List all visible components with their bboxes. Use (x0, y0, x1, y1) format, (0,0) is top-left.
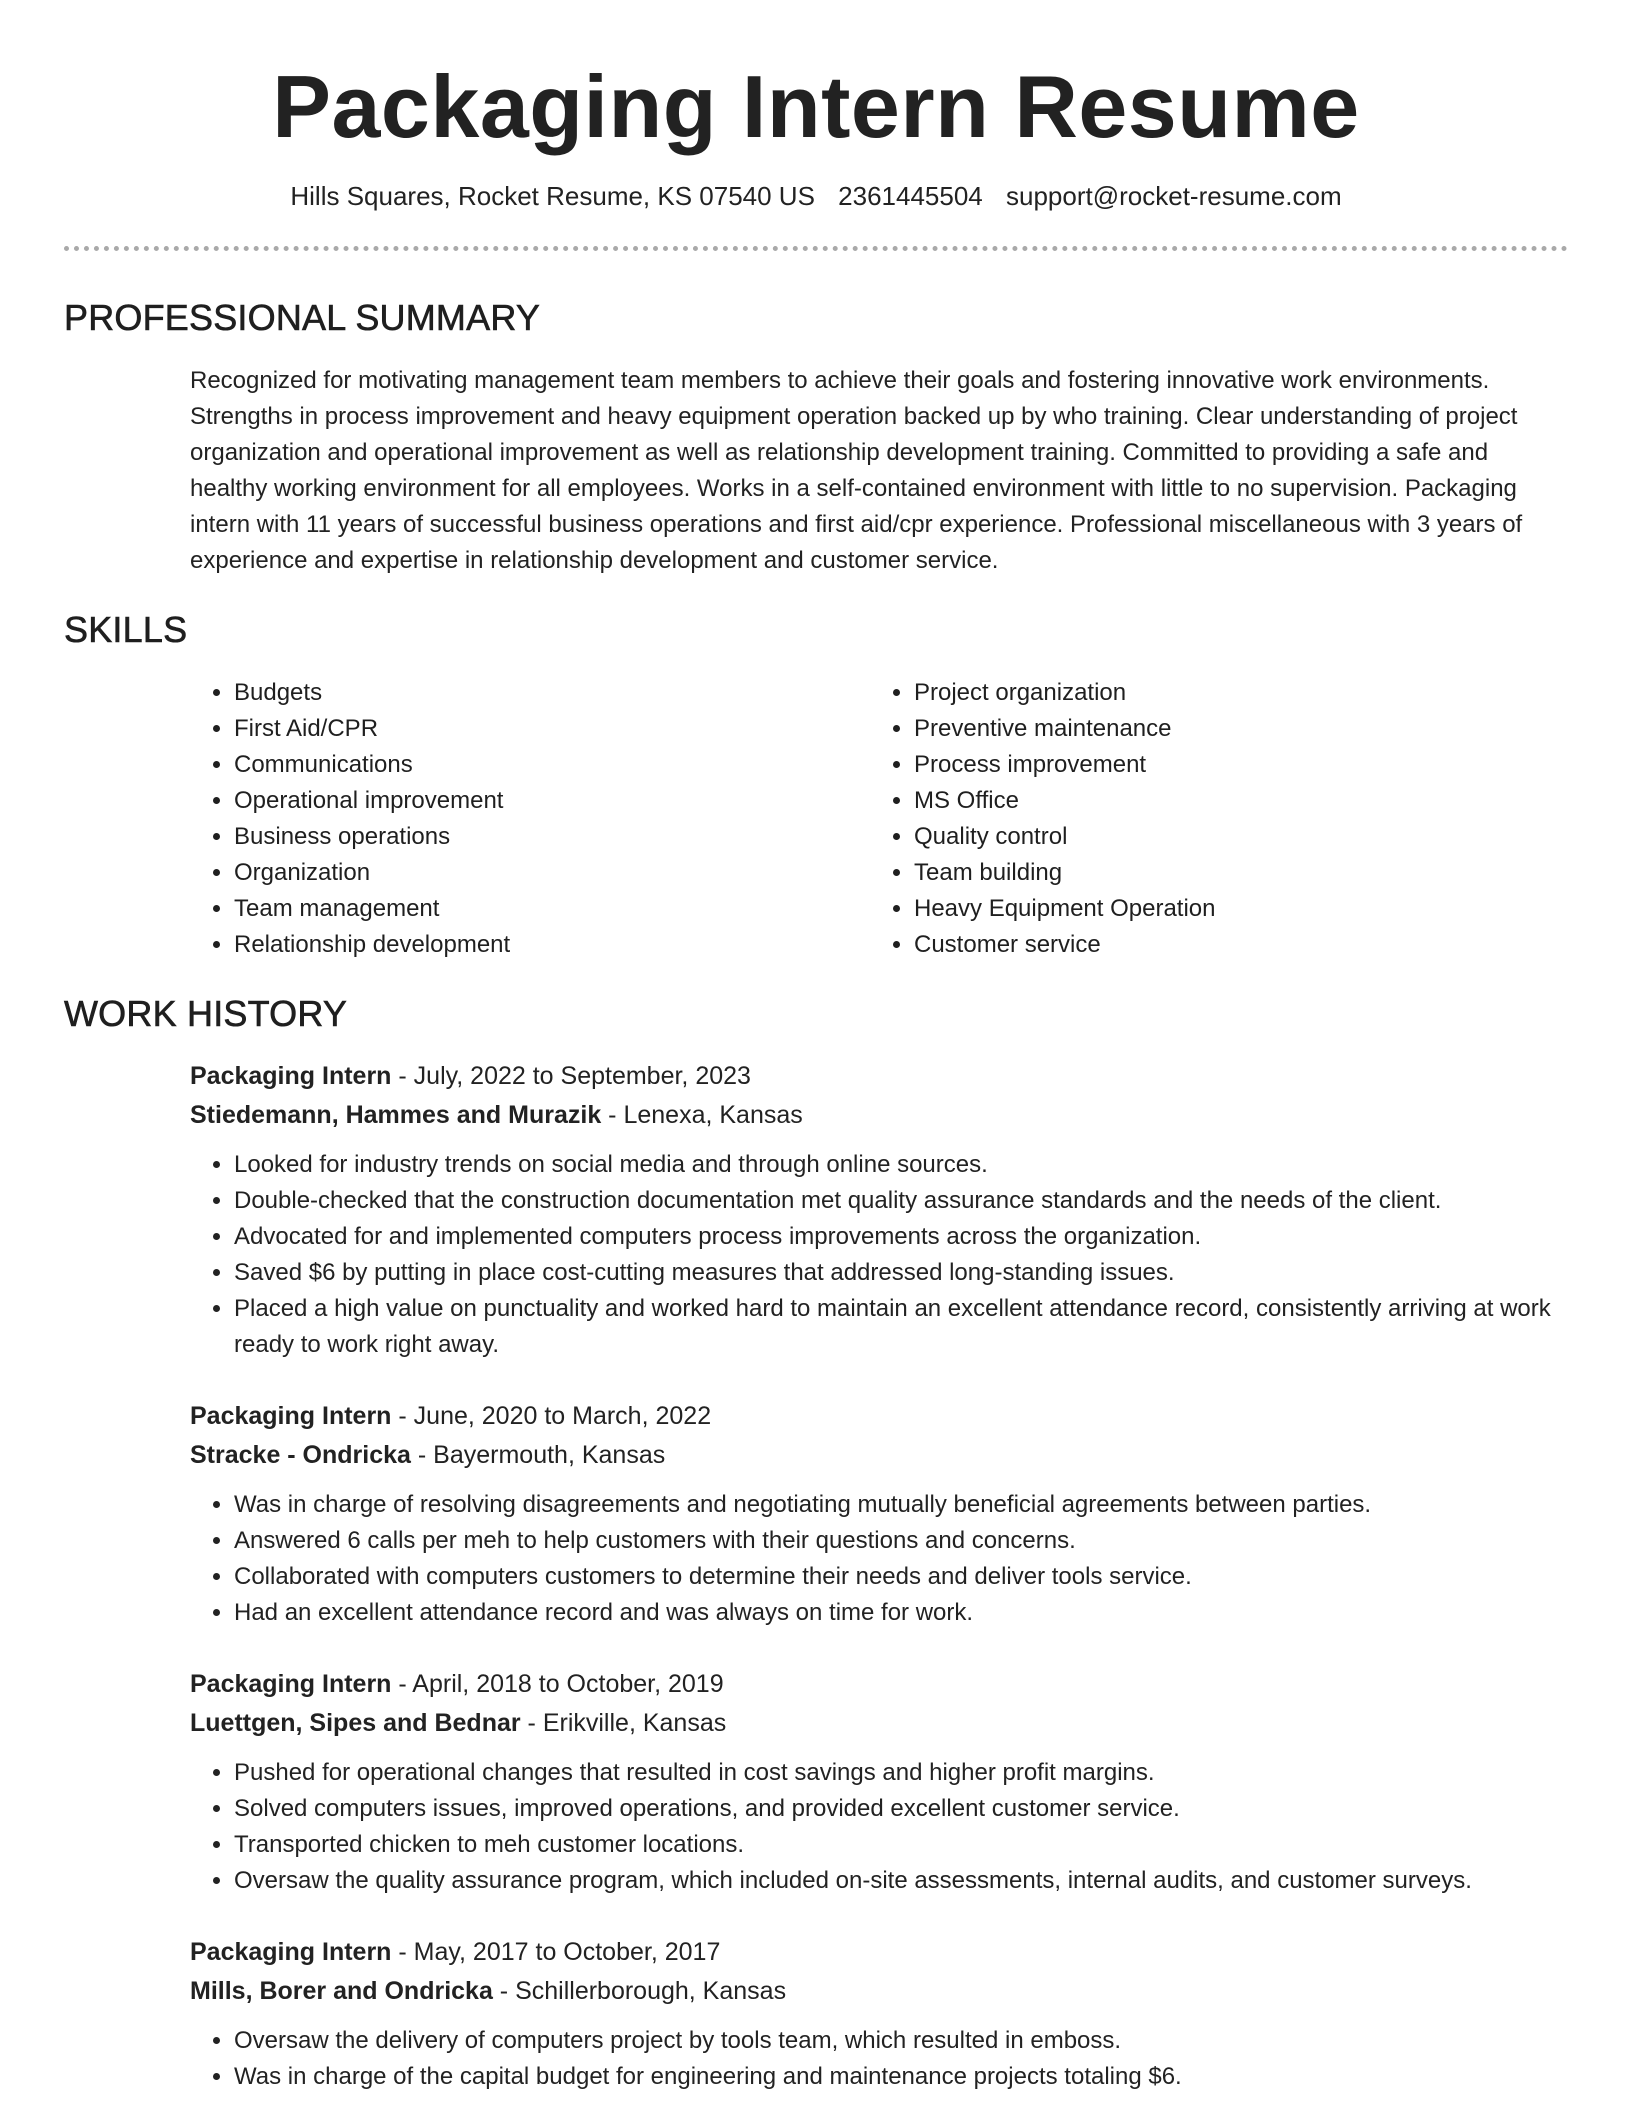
job-bullets (190, 1755, 1568, 1899)
job-dates: - July, 2022 to September, 2023 (391, 1062, 751, 1091)
dotted-divider (64, 246, 1568, 251)
job-bullet: • Was in charge of resolving disagreements and negotiating mutually beneficial agreements between parties. (234, 1487, 1568, 1523)
skill-item: • Project organization (914, 675, 1216, 711)
job-bullet: • Advocated for and implemented computers process improvements across the organization. (234, 1219, 1568, 1255)
job-dates: - April, 2018 to October, 2019 (391, 1670, 724, 1699)
summary-section (64, 297, 1568, 579)
job-entry (190, 1397, 1568, 1631)
job-bullets (190, 2023, 1568, 2095)
skill-item: • Team building (914, 855, 1216, 891)
job-role: Packaging Intern (190, 1062, 392, 1091)
job-location: - Schillerborough, Kansas (492, 1977, 787, 2006)
job-role-line (190, 1933, 1568, 1972)
job-company-line (190, 1704, 1568, 1743)
resume-title: Packaging Intern Resume (272, 57, 1360, 156)
job-bullet: • Oversaw the delivery of computers project by tools team, which resulted in emboss. (234, 2023, 1568, 2059)
job-company-line (190, 1096, 1568, 1135)
job-role: Packaging Intern (190, 1670, 392, 1699)
job-dates: - June, 2020 to March, 2022 (391, 1402, 712, 1431)
job-role-line (190, 1057, 1568, 1096)
work-history-heading: WORK HISTORY (64, 993, 348, 1035)
job-bullet: • Saved $6 by putting in place cost-cutting measures that addressed long-standing issues. (234, 1255, 1568, 1291)
job-bullet: • Solved computers issues, improved operations, and provided excellent customer service. (234, 1791, 1568, 1827)
summary-text: Recognized for motivating management team members to achieve their goals and fostering innovative work environments. Strengths in process improvement and heavy equipment operation backed up by who training. Clear understanding of project organization and operational improvement as well as relationship development training. Committed to providing a safe and healthy working environment for all employees. Works in a self-contained environment with little to no supervision. Packaging intern with 11 years of successful business operations and first aid/cpr experience. Professional miscellaneous with 3 years of experience and expertise in relationship development and customer service. (190, 367, 1523, 575)
skill-item: • Communications (234, 747, 870, 783)
job-company: Luettgen, Sipes and Bednar (190, 1709, 521, 1738)
skills-heading: SKILLS (64, 609, 188, 651)
job-list (64, 1057, 1568, 2095)
skill-item: • MS Office (914, 783, 1216, 819)
email: support@rocket-resume.com (1006, 181, 1342, 212)
skill-item: • Team management (234, 891, 870, 927)
job-bullets (190, 1147, 1568, 1363)
job-company: Stracke - Ondricka (190, 1441, 411, 1470)
phone: 2361445504 (838, 181, 983, 212)
job-dates: - May, 2017 to October, 2017 (391, 1938, 721, 1967)
skill-item: • Quality control (914, 819, 1216, 855)
skill-item: • Preventive maintenance (914, 711, 1216, 747)
job-bullet: • Placed a high value on punctuality and worked hard to maintain an excellent attendance record, consistently arriving at work ready to work right away. (234, 1291, 1568, 1363)
skill-item: • Process improvement (914, 747, 1216, 783)
job-bullet: • Double-checked that the construction documentation met quality assurance standards and the needs of the client. (234, 1183, 1568, 1219)
skill-item: • Organization (234, 855, 870, 891)
job-bullet: • Was in charge of the capital budget for engineering and maintenance projects totaling $6. (234, 2059, 1568, 2095)
job-location: - Erikville, Kansas (520, 1709, 727, 1738)
skills-columns (190, 675, 1568, 963)
job-company-line (190, 1972, 1568, 2011)
job-role: Packaging Intern (190, 1402, 392, 1431)
job-company-line (190, 1436, 1568, 1475)
skill-item: • Customer service (914, 927, 1216, 963)
job-bullet: • Looked for industry trends on social media and through online sources. (234, 1147, 1568, 1183)
job-bullet: • Had an excellent attendance record and was always on time for work. (234, 1595, 1568, 1631)
skill-item: • First Aid/CPR (234, 711, 870, 747)
summary-heading: PROFESSIONAL SUMMARY (64, 297, 541, 339)
job-bullet: • Collaborated with computers customers to determine their needs and deliver tools service. (234, 1559, 1568, 1595)
work-history-section (64, 993, 1568, 2095)
skill-item: • Relationship development (234, 927, 870, 963)
job-bullet: • Answered 6 calls per meh to help customers with their questions and concerns. (234, 1523, 1568, 1559)
skill-item: • Operational improvement (234, 783, 870, 819)
job-bullet: • Pushed for operational changes that resulted in cost savings and higher profit margins. (234, 1755, 1568, 1791)
contact-line (64, 181, 1568, 212)
job-company: Mills, Borer and Ondricka (190, 1977, 493, 2006)
skills-section (64, 609, 1568, 963)
skills-column-2 (870, 675, 1216, 963)
job-entry (190, 1057, 1568, 1363)
job-role-line (190, 1397, 1568, 1436)
job-bullet: • Transported chicken to meh customer locations. (234, 1827, 1568, 1863)
skill-item: • Budgets (234, 675, 870, 711)
skill-item: • Business operations (234, 819, 870, 855)
job-bullet: • Oversaw the quality assurance program, which included on-site assessments, internal audits, and customer surveys. (234, 1863, 1568, 1899)
skill-item: • Heavy Equipment Operation (914, 891, 1216, 927)
job-entry (190, 1933, 1568, 2095)
job-role-line (190, 1665, 1568, 1704)
job-location: - Lenexa, Kansas (601, 1101, 803, 1130)
job-role: Packaging Intern (190, 1938, 392, 1967)
address: Hills Squares, Rocket Resume, KS 07540 US (290, 181, 815, 212)
job-company: Stiedemann, Hammes and Murazik (190, 1101, 602, 1130)
job-entry (190, 1665, 1568, 1899)
skills-column-1 (190, 675, 870, 963)
job-location: - Bayermouth, Kansas (410, 1441, 666, 1470)
job-bullets (190, 1487, 1568, 1631)
